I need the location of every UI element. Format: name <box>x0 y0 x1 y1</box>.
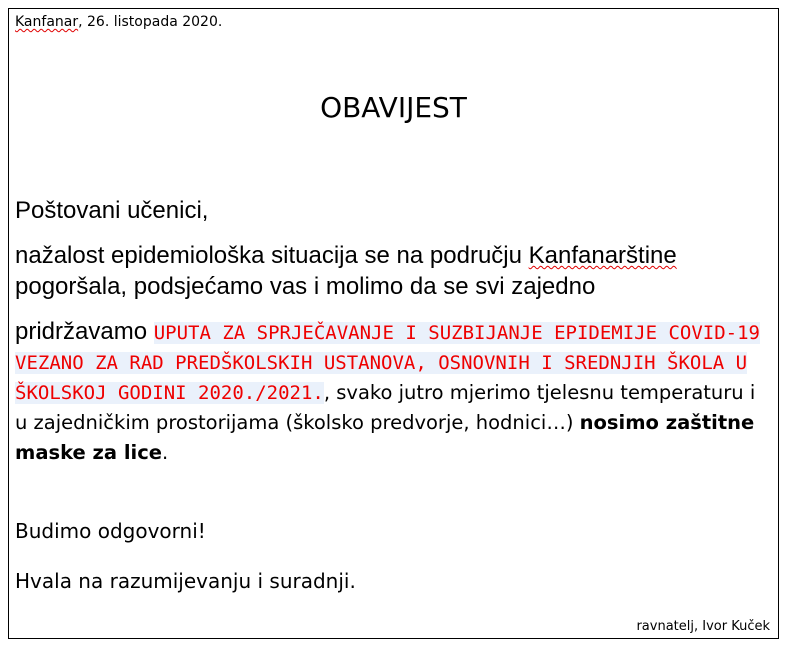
body-end: . <box>162 441 169 464</box>
guidelines-title: UPUTA ZA SPRJEČAVANJE I SUZBIJANJE EPIDEMIJE COVID-19 VEZANO ZA RAD PREDŠKOLSKIH USTANOVA, OSNOVNIH I SREDNJIH ŠKOLA U ŠKOLSKOJ GODINI 2020./2021. <box>15 322 760 404</box>
closing-line-2: Hvala na razumijevanju i suradnji. <box>15 569 356 593</box>
region-name: Kanfanarštine <box>528 242 677 269</box>
notice-paragraph-intro <box>15 240 755 302</box>
intro-last-word: pridržavamo <box>15 318 154 345</box>
intro-text: nažalost epidemiološka situacija se na području <box>15 242 529 269</box>
mask-requirement: nosimo zaštitne maske za lice <box>15 411 755 464</box>
date-text: , 26. listopada 2020. <box>78 14 223 30</box>
document-title: OBAVIJEST <box>320 91 467 124</box>
body-text: , svako jutro mjerimo tjelesnu temperaturu i u zajedničkim prostorijama (školsko predvorje, hodnici…) <box>15 381 756 434</box>
intro-text-continued: pogoršala, podsjećamo vas i molimo da se svi zajedno <box>15 273 596 300</box>
closing-line-1: Budimo odgovorni! <box>15 519 206 543</box>
notice-paragraph-body <box>15 317 767 468</box>
date-line <box>15 14 222 30</box>
place-name: Kanfanar <box>15 14 79 30</box>
greeting: Poštovani učenici, <box>15 197 209 224</box>
document-page <box>8 8 779 639</box>
signature: ravnatelj, Ivor Kuček <box>636 619 770 634</box>
